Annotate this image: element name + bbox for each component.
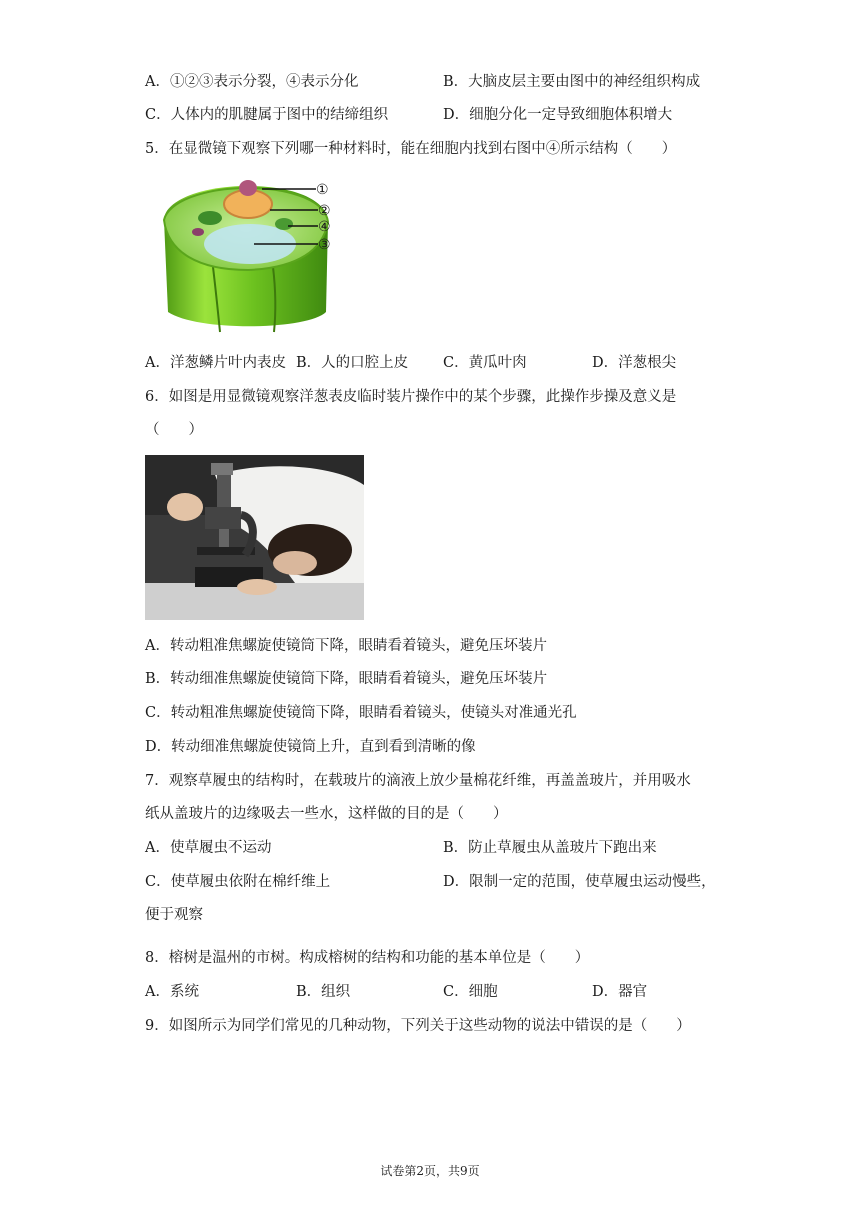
q7-stem-line2: 纸从盖玻片的边缘吸去一些水，这样做的目的是（ ）: [145, 806, 508, 822]
q5-stem: 5．在显微镜下观察下列哪一种材料时，能在细胞内找到右图中④所示结构（ ）: [145, 141, 677, 157]
q4-option-b: B．大脑皮层主要由图中的神经组织构成: [443, 74, 701, 90]
microscope-photo: [145, 455, 364, 620]
q7-stem-line1: 7．观察草履虫的结构时，在载玻片的滴液上放少量棉花纤维，再盖盖玻片，并用吸水: [145, 773, 691, 789]
q6-option-d: D．转动细准焦螺旋使镜筒上升，直到看到清晰的像: [145, 739, 476, 755]
q5-option-c: C．黄瓜叶肉: [443, 355, 527, 371]
q8-option-a: A．系统: [145, 984, 199, 1000]
q6-option-c: C．转动粗准焦螺旋使镜筒下降，眼睛看着镜头，使镜头对准通光孔: [145, 705, 577, 721]
q4-option-d: D．细胞分化一定导致细胞体积增大: [443, 107, 673, 123]
q4-option-a: A．①②③表示分裂，④表示分化: [145, 74, 359, 90]
q5-option-d: D．洋葱根尖: [592, 355, 677, 371]
q4-option-c: C．人体内的肌腱属于图中的结缔组织: [145, 107, 389, 123]
cell-label-2: ②: [318, 203, 331, 219]
q7-option-d-line1: D．限制一定的范围，使草履虫运动慢些，: [443, 874, 716, 890]
cell-label-4: ④: [318, 219, 331, 235]
q6-option-a: A．转动粗准焦螺旋使镜筒下降，眼睛看着镜头，避免压坏装片: [145, 638, 547, 654]
q8-option-b: B．组织: [296, 984, 351, 1000]
q5-option-a: A．洋葱鳞片叶内表皮: [145, 355, 286, 371]
q6-stem-line1: 6．如图是用显微镜观察洋葱表皮临时装片操作中的某个步骤，此操作步操及意义是: [145, 389, 677, 405]
q7-option-b: B．防止草履虫从盖玻片下跑出来: [443, 840, 657, 856]
q6-stem-line2: （ ）: [145, 422, 203, 438]
q8-option-c: C．细胞: [443, 984, 498, 1000]
plant-cell-figure: [158, 172, 336, 336]
q7-option-d-line2: 便于观察: [145, 907, 203, 923]
q5-option-b: B．人的口腔上皮: [296, 355, 409, 371]
q8-option-d: D．器官: [592, 984, 648, 1000]
q8-stem: 8．榕树是温州的市树。构成榕树的结构和功能的基本单位是（ ）: [145, 950, 590, 966]
q7-option-c: C．使草履虫依附在棉纤维上: [145, 874, 331, 890]
cell-label-1: ①: [316, 182, 329, 198]
q9-stem: 9．如图所示为同学们常见的几种动物，下列关于这些动物的说法中错误的是（ ）: [145, 1018, 691, 1034]
q6-option-b: B．转动细准焦螺旋使镜筒下降，眼睛看着镜头，避免压坏装片: [145, 671, 548, 687]
cell-label-3: ③: [318, 237, 331, 253]
page-footer: 试卷第2页，共9页: [380, 1164, 480, 1178]
q7-option-a: A．使草履虫不运动: [145, 840, 272, 856]
